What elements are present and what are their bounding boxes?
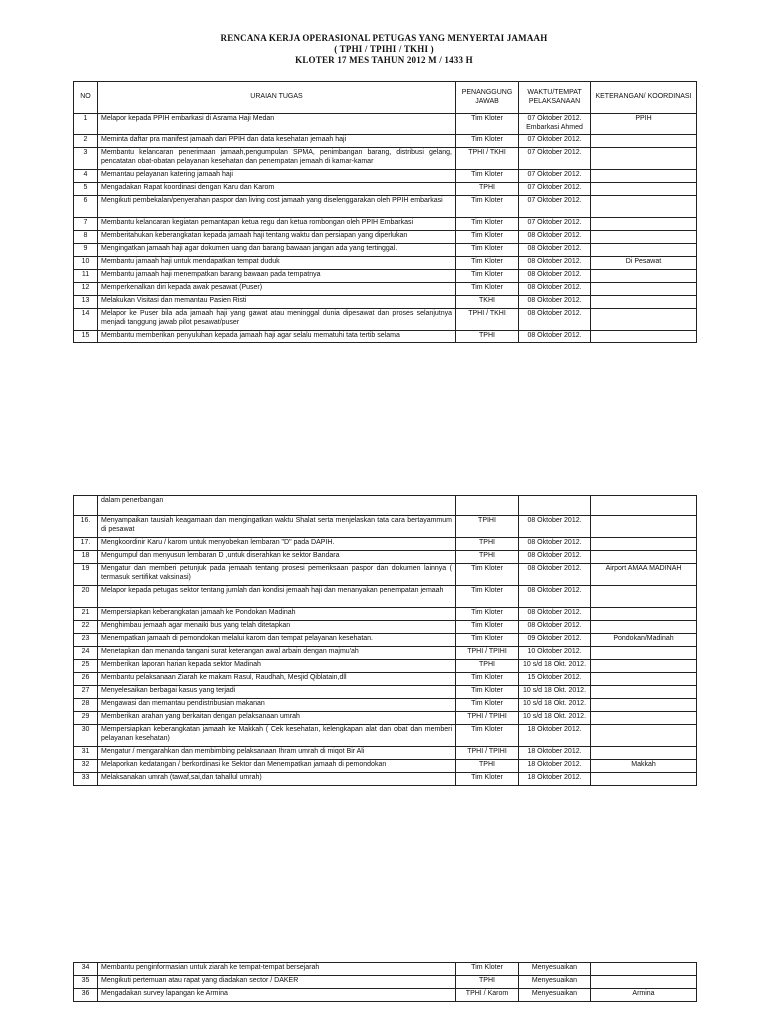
header-waktu: WAKTU/TEMPAT PELAKSANAAN <box>519 82 591 114</box>
table-row <box>74 135 697 148</box>
row-keterangan <box>591 976 697 989</box>
table-row <box>74 538 697 551</box>
row-waktu-tempat: 07 Oktober 2012. Embarkasi Ahmed <box>519 114 591 135</box>
row-penanggung-jawab: Tim Kloter <box>456 218 519 231</box>
row-keterangan <box>591 270 697 283</box>
row-uraian-tugas: Mengikuti pembekalan/penyerahan paspor dan living cost jamaah yang diselenggarakan oleh PPIH embarkasi <box>98 196 456 218</box>
table-row <box>74 283 697 296</box>
row-keterangan <box>591 538 697 551</box>
table-row <box>74 196 697 218</box>
row-keterangan <box>591 699 697 712</box>
row-uraian-tugas: Mengawasi dan memantau pendistribusian makanan <box>98 699 456 712</box>
row-penanggung-jawab: Tim Kloter <box>456 699 519 712</box>
row-keterangan: Pondokan/Madinah <box>591 634 697 647</box>
row-keterangan <box>591 660 697 673</box>
table-row <box>74 170 697 183</box>
row-number: 8 <box>74 231 98 244</box>
row-penanggung-jawab: Tim Kloter <box>456 114 519 135</box>
row-keterangan: PPIH <box>591 114 697 135</box>
header-no: NO <box>74 82 98 114</box>
table-row <box>74 309 697 331</box>
row-uraian-tugas: Melaporkan kedatangan / berkordinasi ke Sektor dan Menempatkan jamaah di pemondokan <box>98 760 456 773</box>
row-waktu-tempat: 08 Oktober 2012. <box>519 551 591 564</box>
table-row <box>74 331 697 343</box>
row-number: 35 <box>74 976 98 989</box>
table-row <box>74 621 697 634</box>
table-row <box>74 686 697 699</box>
row-keterangan <box>591 621 697 634</box>
row-penanggung-jawab: Tim Kloter <box>456 773 519 786</box>
row-penanggung-jawab: Tim Kloter <box>456 170 519 183</box>
table-row <box>74 673 697 686</box>
table-header-row <box>74 82 697 114</box>
row-keterangan: Armina <box>591 989 697 1002</box>
row-penanggung-jawab: Tim Kloter <box>456 135 519 148</box>
row-waktu-tempat: 07 Oktober 2012. <box>519 196 591 218</box>
row-uraian-tugas: Membantu penginformasian untuk ziarah ke tempat-tempat bersejarah <box>98 963 456 976</box>
row-uraian-tugas: Melaksanakan umrah (tawaf,sai,dan tahallul umrah) <box>98 773 456 786</box>
table-row <box>74 634 697 647</box>
row-waktu-tempat: 08 Oktober 2012. <box>519 231 591 244</box>
table-row <box>74 257 697 270</box>
row-penanggung-jawab: TPIHI <box>456 516 519 538</box>
row-waktu-tempat: 10 s/d 18 Okt. 2012. <box>519 712 591 725</box>
row-penanggung-jawab: TPHI <box>456 760 519 773</box>
row-penanggung-jawab <box>456 496 519 516</box>
row-uraian-tugas: Membantu kelancaran kegiatan pemantapan ketua regu dan ketua rombongan oleh PPIH Embarkasi <box>98 218 456 231</box>
row-number: 26 <box>74 673 98 686</box>
row-penanggung-jawab: TPHI / TKHI <box>456 309 519 331</box>
header-penanggung: PENANGGUNG JAWAB <box>456 82 519 114</box>
title-line-3: KLOTER 17 MES TAHUN 2012 M / 1433 H <box>295 55 473 65</box>
row-number: 30 <box>74 725 98 747</box>
table-row <box>74 244 697 257</box>
table-row <box>74 496 697 516</box>
row-penanggung-jawab: TPHI / TKHI <box>456 148 519 170</box>
table-row <box>74 608 697 621</box>
row-penanggung-jawab: TPHI / TPIHI <box>456 712 519 725</box>
table-row <box>74 270 697 283</box>
row-keterangan <box>591 516 697 538</box>
title-line-2: ( TPHI / TPIHI / TKHI ) <box>334 44 434 54</box>
table-row <box>74 564 697 586</box>
row-penanggung-jawab: Tim Kloter <box>456 244 519 257</box>
row-number: 11 <box>74 270 98 283</box>
row-uraian-tugas: Mengikuti pertemuan atau rapat yang diadakan sector / DAKER <box>98 976 456 989</box>
table-row <box>74 586 697 608</box>
row-uraian-tugas: Menetapkan dan menanda tangani surat keterangan awal arbain dengan majmu'ah <box>98 647 456 660</box>
row-uraian-tugas: Memberikan arahan yang berkaitan dengan pelaksanaan umrah <box>98 712 456 725</box>
table-row <box>74 747 697 760</box>
row-keterangan: Makkah <box>591 760 697 773</box>
row-waktu-tempat: 08 Oktober 2012. <box>519 270 591 283</box>
table-row <box>74 725 697 747</box>
row-waktu-tempat: Menyesuaikan <box>519 963 591 976</box>
row-number: 4 <box>74 170 98 183</box>
row-waktu-tempat: 15 Oktober 2012. <box>519 673 591 686</box>
row-uraian-tugas: Membantu pelaksanaan Ziarah ke makam Rasul, Raudhah, Mesjid Qiblatain,dll <box>98 673 456 686</box>
row-number: 5 <box>74 183 98 196</box>
row-keterangan <box>591 218 697 231</box>
row-penanggung-jawab: Tim Kloter <box>456 963 519 976</box>
row-uraian-tugas: Menempatkan jamaah di pemondokan melalui karom dan tempat pelayanan kesehatan. <box>98 634 456 647</box>
row-uraian-tugas: Mengatur / mengarahkan dan membimbing pelaksanaan Ihram umrah di miqot Bir Ali <box>98 747 456 760</box>
row-uraian-tugas: Menghimbau jemaah agar menaiki bus yang telah ditetapkan <box>98 621 456 634</box>
row-keterangan: Airport AMAA MADINAH <box>591 564 697 586</box>
row-waktu-tempat: 10 s/d 18 Okt. 2012. <box>519 699 591 712</box>
row-keterangan <box>591 686 697 699</box>
row-penanggung-jawab: Tim Kloter <box>456 283 519 296</box>
row-number: 15 <box>74 331 98 343</box>
table-row <box>74 760 697 773</box>
row-number: 3 <box>74 148 98 170</box>
table-row <box>74 516 697 538</box>
row-uraian-tugas: Mempersiapkan keberangkatan jamaah ke Makkah ( Cek kesehatan, kelengkapan alat dan obat dan memberi pelayanan kesehatan) <box>98 725 456 747</box>
row-number: 22 <box>74 621 98 634</box>
row-penanggung-jawab: Tim Kloter <box>456 270 519 283</box>
row-waktu-tempat: 07 Oktober 2012. <box>519 135 591 148</box>
row-waktu-tempat: 08 Oktober 2012. <box>519 586 591 608</box>
row-penanggung-jawab: Tim Kloter <box>456 257 519 270</box>
row-keterangan <box>591 296 697 309</box>
row-uraian-tugas: Meminta daftar pra manifest jamaah dari PPIH dan data kesehatan jemaah haji <box>98 135 456 148</box>
row-penanggung-jawab: Tim Kloter <box>456 634 519 647</box>
row-uraian-tugas: Membantu memberikan penyuluhan kepada jamaah haji agar selalu mematuhi tata tertib selama <box>98 331 456 343</box>
row-penanggung-jawab: TPHI <box>456 976 519 989</box>
row-waktu-tempat: 10 Oktober 2012. <box>519 647 591 660</box>
row-keterangan <box>591 170 697 183</box>
title-line-1: RENCANA KERJA OPERASIONAL PETUGAS YANG MENYERTAI JAMAAH <box>220 33 548 43</box>
table-row <box>74 551 697 564</box>
row-penanggung-jawab: TPHI <box>456 331 519 343</box>
table-row <box>74 231 697 244</box>
row-keterangan <box>591 148 697 170</box>
row-waktu-tempat: 08 Oktober 2012. <box>519 257 591 270</box>
row-uraian-tugas: Memperkenalkan diri kepada awak pesawat (Puser) <box>98 283 456 296</box>
row-keterangan <box>591 586 697 608</box>
row-keterangan <box>591 712 697 725</box>
row-waktu-tempat: Menyesuaikan <box>519 989 591 1002</box>
row-number: 34 <box>74 963 98 976</box>
header-keterangan: KETERANGAN/ KOORDINASI <box>591 82 697 114</box>
row-number: 27 <box>74 686 98 699</box>
row-waktu-tempat: 07 Oktober 2012. <box>519 183 591 196</box>
row-number: 16. <box>74 516 98 538</box>
row-waktu-tempat: 18 Oktober 2012. <box>519 725 591 747</box>
row-penanggung-jawab: Tim Kloter <box>456 621 519 634</box>
row-penanggung-jawab: TPHI / TPIHI <box>456 747 519 760</box>
row-waktu-tempat: 08 Oktober 2012. <box>519 309 591 331</box>
row-keterangan <box>591 196 697 218</box>
row-waktu-tempat: 08 Oktober 2012. <box>519 331 591 343</box>
table-row <box>74 114 697 135</box>
row-waktu-tempat: 08 Oktober 2012. <box>519 296 591 309</box>
row-number: 19 <box>74 564 98 586</box>
row-penanggung-jawab: TPHI <box>456 183 519 196</box>
row-waktu-tempat: 10 s/d 18 Okt. 2012. <box>519 686 591 699</box>
row-uraian-tugas: Mengkoordinir Karu / karom untuk menyobekan lembaran "D" pada DAPIH. <box>98 538 456 551</box>
row-keterangan <box>591 551 697 564</box>
row-number: 21 <box>74 608 98 621</box>
row-keterangan <box>591 773 697 786</box>
row-number: 29 <box>74 712 98 725</box>
row-waktu-tempat: 07 Oktober 2012. <box>519 148 591 170</box>
row-uraian-tugas: Melapor ke Puser bila ada jamaah haji yang gawat atau meninggal dunia dipesawat dan proses selanjutnya menjadi tanggung jawab pilot pesawat/puser <box>98 309 456 331</box>
row-waktu-tempat: 10 s/d 18 Okt. 2012. <box>519 660 591 673</box>
row-keterangan <box>591 496 697 516</box>
row-number: 13 <box>74 296 98 309</box>
row-number: 10 <box>74 257 98 270</box>
row-number: 1 <box>74 114 98 135</box>
row-number: 18 <box>74 551 98 564</box>
row-uraian-tugas: Menyampaikan tausiah keagamaan dan mengingatkan waktu Shalat serta menjelaskan tata cara bertayammum di pesawat <box>98 516 456 538</box>
row-waktu-tempat: 08 Oktober 2012. <box>519 538 591 551</box>
row-number: 24 <box>74 647 98 660</box>
row-number: 33 <box>74 773 98 786</box>
row-waktu-tempat: 18 Oktober 2012. <box>519 760 591 773</box>
row-number: 32 <box>74 760 98 773</box>
table-row <box>74 183 697 196</box>
row-uraian-tugas: Menyelesaikan berbagai kasus yang terjadi <box>98 686 456 699</box>
table-row <box>74 148 697 170</box>
row-number: 14 <box>74 309 98 331</box>
row-uraian-tugas: Memantau pelayanan katering jamaah haji <box>98 170 456 183</box>
row-uraian-tugas: Memberitahukan keberangkatan kepada jamaah haji tentang waktu dan persiapan yang diperlukan <box>98 231 456 244</box>
row-number: 7 <box>74 218 98 231</box>
task-table-page-3 <box>73 962 697 1002</box>
row-uraian-tugas: Mengumpul dan menyusun lembaran D ,untuk diserahkan ke sektor Bandara <box>98 551 456 564</box>
row-uraian-tugas: Membantu kelancaran penerimaan jamaah,pengumpulan SPMA, penimbangan barang, distribusi gelang, pencatatan obat-obatan pelayanan kesehatan dan penempatan jemaah di kamar-kamar <box>98 148 456 170</box>
row-penanggung-jawab: Tim Kloter <box>456 608 519 621</box>
table-row <box>74 218 697 231</box>
row-uraian-tugas: Mengadakan Rapat koordinasi dengan Karu dan Karom <box>98 183 456 196</box>
row-keterangan <box>591 283 697 296</box>
table-row <box>74 296 697 309</box>
row-number: 20 <box>74 586 98 608</box>
task-table-page-1 <box>73 81 697 343</box>
row-keterangan <box>591 331 697 343</box>
row-uraian-tugas: Melakukan Visitasi dan memantau Pasien Risti <box>98 296 456 309</box>
row-number: 6 <box>74 196 98 218</box>
row-waktu-tempat: 09 Oktober 2012. <box>519 634 591 647</box>
row-waktu-tempat: 18 Oktober 2012. <box>519 747 591 760</box>
table-row <box>74 660 697 673</box>
row-number: 2 <box>74 135 98 148</box>
row-waktu-tempat: 08 Oktober 2012. <box>519 621 591 634</box>
row-penanggung-jawab: Tim Kloter <box>456 673 519 686</box>
row-keterangan <box>591 963 697 976</box>
row-number: 31 <box>74 747 98 760</box>
row-keterangan <box>591 183 697 196</box>
table-row <box>74 647 697 660</box>
row-keterangan <box>591 747 697 760</box>
row-waktu-tempat: Menyesuaikan <box>519 976 591 989</box>
row-waktu-tempat <box>519 496 591 516</box>
row-keterangan <box>591 673 697 686</box>
row-keterangan <box>591 725 697 747</box>
header-uraian: URAIAN TUGAS <box>98 82 456 114</box>
row-keterangan <box>591 309 697 331</box>
row-uraian-tugas: Melapor kepada PPIH embarkasi di Asrama Haji Medan <box>98 114 456 135</box>
row-penanggung-jawab: Tim Kloter <box>456 586 519 608</box>
row-number <box>74 496 98 516</box>
row-keterangan: Di Pesawat <box>591 257 697 270</box>
row-penanggung-jawab: Tim Kloter <box>456 686 519 699</box>
table-row <box>74 976 697 989</box>
row-uraian-tugas: Membantu jamaah haji untuk mendapatkan tempat duduk <box>98 257 456 270</box>
row-waktu-tempat: 08 Oktober 2012. <box>519 564 591 586</box>
row-penanggung-jawab: Tim Kloter <box>456 231 519 244</box>
row-keterangan <box>591 231 697 244</box>
task-table-page-2 <box>73 495 697 786</box>
row-waktu-tempat: 08 Oktober 2012. <box>519 516 591 538</box>
table-row <box>74 773 697 786</box>
row-penanggung-jawab: TPHI <box>456 538 519 551</box>
row-waktu-tempat: 18 Oktober 2012. <box>519 773 591 786</box>
table-row <box>74 989 697 1002</box>
row-waktu-tempat: 07 Oktober 2012. <box>519 170 591 183</box>
row-uraian-tugas: Mengingatkan jamaah haji agar dokumen uang dan barang bawaan jangan ada yang tertinggal. <box>98 244 456 257</box>
row-keterangan <box>591 647 697 660</box>
row-penanggung-jawab: Tim Kloter <box>456 196 519 218</box>
row-keterangan <box>591 244 697 257</box>
row-waktu-tempat: 08 Oktober 2012. <box>519 244 591 257</box>
row-uraian-tugas: Mengatur dan memberi petunjuk pada jemaah tentang prosesi pemeriksaan paspor dan dokumen lainnya ( termasuk sertifikat vaksinasi) <box>98 564 456 586</box>
row-number: 9 <box>74 244 98 257</box>
row-keterangan <box>591 608 697 621</box>
row-uraian-tugas: Melapor kepada petugas sektor tentang jumlah dan kondisi jemaah haji dan menanyakan penempatan jemaah <box>98 586 456 608</box>
row-penanggung-jawab: TPHI <box>456 660 519 673</box>
table-row <box>74 712 697 725</box>
row-penanggung-jawab: Tim Kloter <box>456 725 519 747</box>
row-waktu-tempat: 07 Oktober 2012. <box>519 218 591 231</box>
row-waktu-tempat: 08 Oktober 2012. <box>519 608 591 621</box>
row-uraian-tugas: Mempersiapkan keberangkatan jamaah ke Pondokan Madinah <box>98 608 456 621</box>
row-number: 28 <box>74 699 98 712</box>
row-number: 36 <box>74 989 98 1002</box>
row-number: 23 <box>74 634 98 647</box>
row-uraian-tugas: Memberikan laporan harian kepada sektor Madinah <box>98 660 456 673</box>
row-waktu-tempat: 08 Oktober 2012. <box>519 283 591 296</box>
row-penanggung-jawab: TPHI / Karom <box>456 989 519 1002</box>
row-penanggung-jawab: TPHI / TPIHI <box>456 647 519 660</box>
row-uraian-tugas: dalam penerbangan <box>98 496 456 516</box>
row-number: 17. <box>74 538 98 551</box>
table-row <box>74 699 697 712</box>
row-penanggung-jawab: Tim Kloter <box>456 564 519 586</box>
row-penanggung-jawab: TKHI <box>456 296 519 309</box>
row-uraian-tugas: Mengadakan survey lapangan ke Armina <box>98 989 456 1002</box>
row-keterangan <box>591 135 697 148</box>
row-penanggung-jawab: TPHI <box>456 551 519 564</box>
table-row <box>74 963 697 976</box>
row-number: 25 <box>74 660 98 673</box>
row-number: 12 <box>74 283 98 296</box>
row-uraian-tugas: Membantu jamaah haji menempatkan barang bawaan pada tempatnya <box>98 270 456 283</box>
